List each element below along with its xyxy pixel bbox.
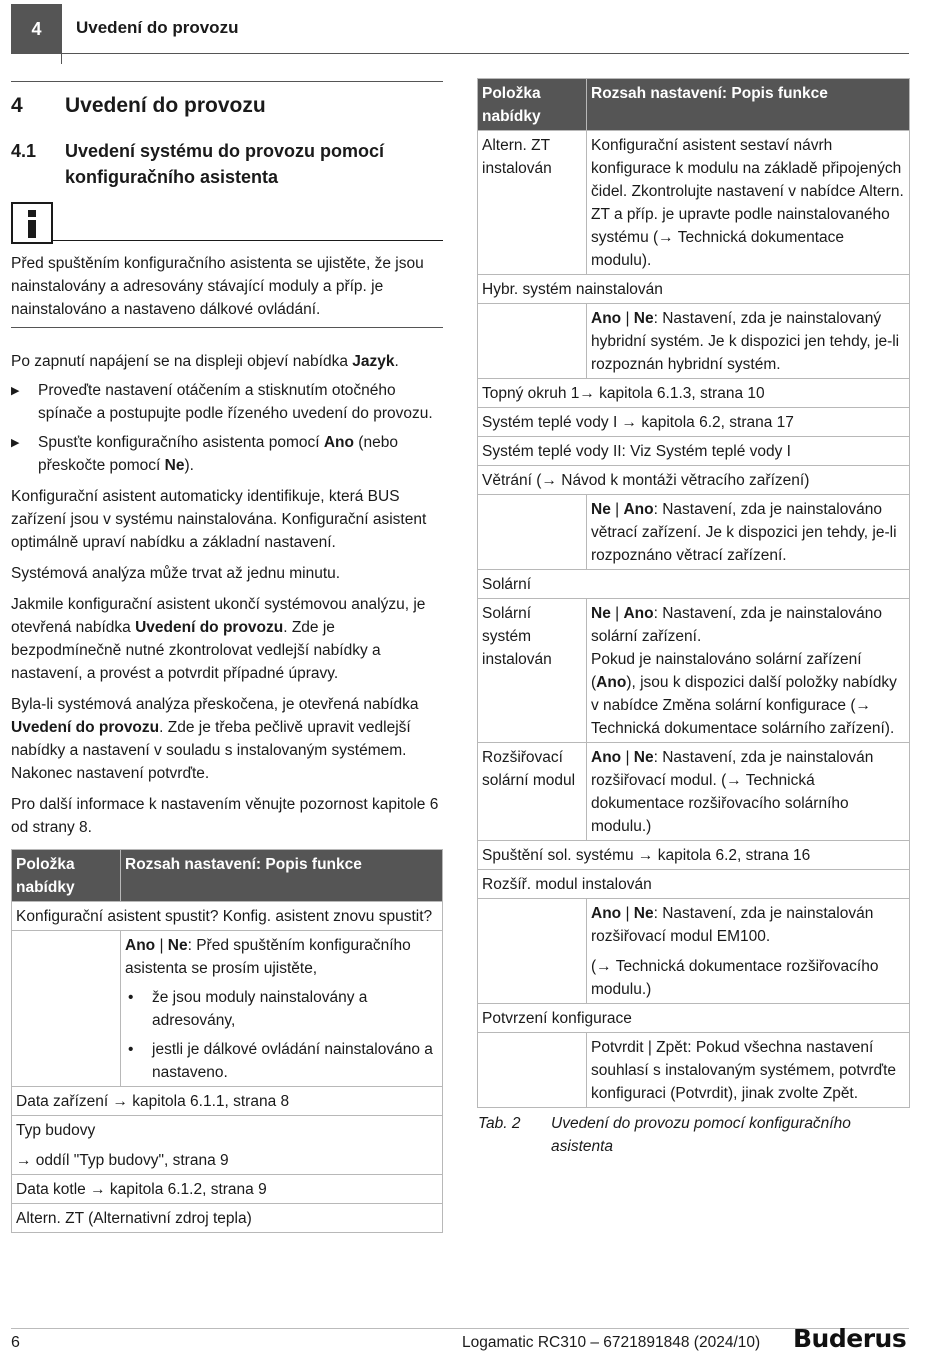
table-cell-empty: [478, 899, 587, 1004]
table-row: [478, 275, 910, 304]
notice-text: Před spuštěním konfiguračního asistenta se ujistěte, že jsou nainstalovány a adresovány stávající moduly a příp. je nainstalováno a nastaveno dálkové ovládání.: [11, 252, 443, 328]
header-divider: [61, 4, 62, 64]
table-header-row: [12, 850, 443, 902]
column-header: Rozsah nastavení: Popis funkce: [587, 79, 910, 131]
table-row: [12, 902, 443, 931]
table-row: [12, 1116, 443, 1175]
table-row: [478, 408, 910, 437]
step-item: [11, 431, 443, 477]
table-row: [478, 1004, 910, 1033]
heading-2: [11, 138, 443, 190]
info-notice: [11, 202, 443, 246]
document-id: Logamatic RC310 – 6721891848 (2024/10): [462, 1334, 761, 1351]
chapter-number-tab: [11, 4, 62, 54]
table-row: [478, 743, 910, 841]
table-row: [478, 899, 910, 1004]
paragraph: Jakmile konfigurační asistent ukončí systémovou analýzu, je otevřená nabídka Uvedení do provozu. Zde je bezpodmínečně nutné zkontrolovat vedlejší nabídky a nastavení, a provést a potvrdit případné úpravy.: [11, 596, 426, 682]
table-cell: Ano | Ne: Nastavení, zda je nainstalovaný hybridní systém. Je k dispozici jen tehdy, je-li rozpoznán hybridní systém.: [587, 304, 910, 379]
table-cell: Konfigurační asistent spustit? Konfig. asistent znovu spustit?: [12, 902, 443, 931]
table-cell: Solární: [478, 570, 910, 599]
header-rule: [61, 53, 909, 54]
table-cell: Typ budovy → oddíl "Typ budovy", strana 9: [12, 1116, 443, 1175]
table-row: [478, 570, 910, 599]
table-cell: Konfigurační asistent sestaví návrh konfigurace k modulu na základě připojených čidel. Zkontrolujte nastavení v nabídce Altern. ZT a příp. je upravte podle nainstalovaného systému (→ Technická dokumentace modulu).: [587, 131, 910, 275]
table-cell: Větrání (→ Návod k montáži větracího zařízení): [478, 466, 910, 495]
paragraph: Systémová analýza může trvat až jednu minutu.: [11, 565, 341, 582]
table-cell: Altern. ZT instalován: [478, 131, 587, 275]
table-cell-empty: [478, 304, 587, 379]
table-row: [478, 379, 910, 408]
column-header: Položka nabídky: [12, 850, 121, 902]
table-row: [478, 599, 910, 743]
table-cell-empty: [478, 1033, 587, 1108]
table-cell: Ne | Ano: Nastavení, zda je nainstalováno solární zařízení. Pokud je nainstalováno solární zařízení (Ano), jsou k dispozici další položky nabídky v nabídce Změna solární konfigurace (→ Technická dokumentace solárního zařízení).: [587, 599, 910, 743]
running-header-title: Uvedení do provozu: [76, 18, 239, 37]
table-cell: Potvrzení konfigurace: [478, 1004, 910, 1033]
table-cell: Ano | Ne: Před spuštěním konfiguračního asistenta se prosím ujistěte, • že jsou moduly nainstalovány a adresovány, • jestli je dálkové ovládání nainstalováno a nastaveno.: [121, 931, 443, 1087]
table-cell: Ne | Ano: Nastavení, zda je nainstalováno větrací zařízení. Je k dispozici jen tehdy, je-li rozpoznáno větrací zařízení.: [587, 495, 910, 570]
table-cell: Solární systém instalován: [478, 599, 587, 743]
list-item: • jestli je dálkové ovládání nainstalováno a nastaveno.: [125, 1038, 438, 1084]
settings-table-right: [477, 78, 910, 1108]
footer-rule: [11, 1328, 909, 1329]
table-row: [12, 1204, 443, 1233]
left-column: [11, 81, 443, 1233]
table-row: [478, 466, 910, 495]
info-icon: [11, 202, 53, 244]
heading-1-number: 4: [11, 94, 23, 117]
chapter-number: 4: [31, 18, 42, 39]
section-top-rule: [11, 81, 443, 82]
table-cell: Ano | Ne: Nastavení, zda je nainstalován rozšiřovací modul EM100. (→ Technická dokumentace rozšiřovacího modulu.): [587, 899, 910, 1004]
info-rule: [53, 240, 443, 241]
table-header-row: [478, 79, 910, 131]
paragraph: Byla-li systémová analýza přeskočena, je otevřená nabídka Uvedení do provozu. Zde je třeba pečlivě upravit vedlejší nabídky a nastavení v souladu s instalovaným systémem. Nakonec nastavení potvrďte.: [11, 696, 419, 782]
bullet-icon: •: [128, 989, 134, 1006]
step-text: Proveďte nastavení otáčením a stisknutím otočného spínače a postupujte podle řízeného uvedení do provozu.: [38, 382, 433, 422]
table-row: [478, 841, 910, 870]
table-row: [478, 1033, 910, 1108]
step-text: Spusťte konfiguračního asistenta pomocí Ano (nebo přeskočte pomocí Ne).: [38, 434, 398, 474]
caption-text: Uvedení do provozu pomocí konfiguračního asistenta: [551, 1115, 851, 1155]
heading-2-number: 4.1: [11, 141, 37, 161]
list-item: • že jsou moduly nainstalovány a adresovány,: [125, 986, 438, 1032]
column-header: Položka nabídky: [478, 79, 587, 131]
page-number: 6: [11, 1334, 20, 1351]
table-row: [478, 131, 910, 275]
table-cell: Ano | Ne: Nastavení, zda je nainstalován rozšiřovací modul. (→ Technická dokumentace rozšiřovacího solárního modulu.): [587, 743, 910, 841]
step-item: [11, 379, 443, 425]
triangle-bullet-icon: ▶: [11, 437, 20, 449]
table-cell: Rozšíř. modul instalován: [478, 870, 910, 899]
table-cell: Rozšiřovací solární modul: [478, 743, 587, 841]
column-header: Rozsah nastavení: Popis funkce: [121, 850, 443, 902]
table-cell: Altern. ZT (Alternativní zdroj tepla): [12, 1204, 443, 1233]
table-cell: Data kotle → kapitola 6.1.2, strana 9: [12, 1175, 443, 1204]
table-row: [478, 495, 910, 570]
table-cell-empty: [478, 495, 587, 570]
table-row: [478, 304, 910, 379]
table-row: [478, 870, 910, 899]
bullet-icon: •: [128, 1041, 134, 1058]
right-column: [477, 78, 910, 1158]
heading-1-title: Uvedení do provozu: [65, 94, 266, 117]
table-cell: Data zařízení → kapitola 6.1.1, strana 8: [12, 1087, 443, 1116]
paragraph: Pro další informace k nastavením věnujte pozornost kapitole 6 od strany 8.: [11, 796, 439, 836]
menu-name-jazyk: Jazyk: [352, 353, 395, 370]
table-row: [12, 1087, 443, 1116]
heading-2-title: Uvedení systému do provozu pomocí konfiguračního asistenta: [65, 141, 385, 187]
table-cell: Systém teplé vody I → kapitola 6.2, strana 17: [478, 408, 910, 437]
paragraph: Konfigurační asistent automaticky identifikuje, která BUS zařízení jsou v systému nainstalována. Konfigurační asistent optimálně upraví nabídku a základní nastavení.: [11, 488, 427, 551]
table-cell-empty: [12, 931, 121, 1087]
table-row: [478, 437, 910, 466]
heading-1: [11, 94, 443, 124]
table-row: [12, 931, 443, 1087]
table-cell: Systém teplé vody II: Viz Systém teplé vody I: [478, 437, 910, 466]
table-cell: Potvrdit | Zpět: Pokud všechna nastavení souhlasí s instalovaným systémem, potvrďte konfiguraci (Potvrdit), jinak zvolte Zpět.: [587, 1033, 910, 1108]
table-caption: [477, 1112, 910, 1158]
caption-number: Tab. 2: [478, 1115, 521, 1132]
triangle-bullet-icon: ▶: [11, 385, 20, 397]
intro-paragraph: Po zapnutí napájení se na displeji objeví nabídka Jazyk.: [11, 353, 399, 370]
table-row: [12, 1175, 443, 1204]
settings-table-left: [11, 849, 443, 1233]
table-cell: Hybr. systém nainstalován: [478, 275, 910, 304]
table-cell: Spuštění sol. systému → kapitola 6.2, strana 16: [478, 841, 910, 870]
buderus-logo: Buderus: [793, 1324, 907, 1353]
table-cell: Topný okruh 1→ kapitola 6.1.3, strana 10: [478, 379, 910, 408]
